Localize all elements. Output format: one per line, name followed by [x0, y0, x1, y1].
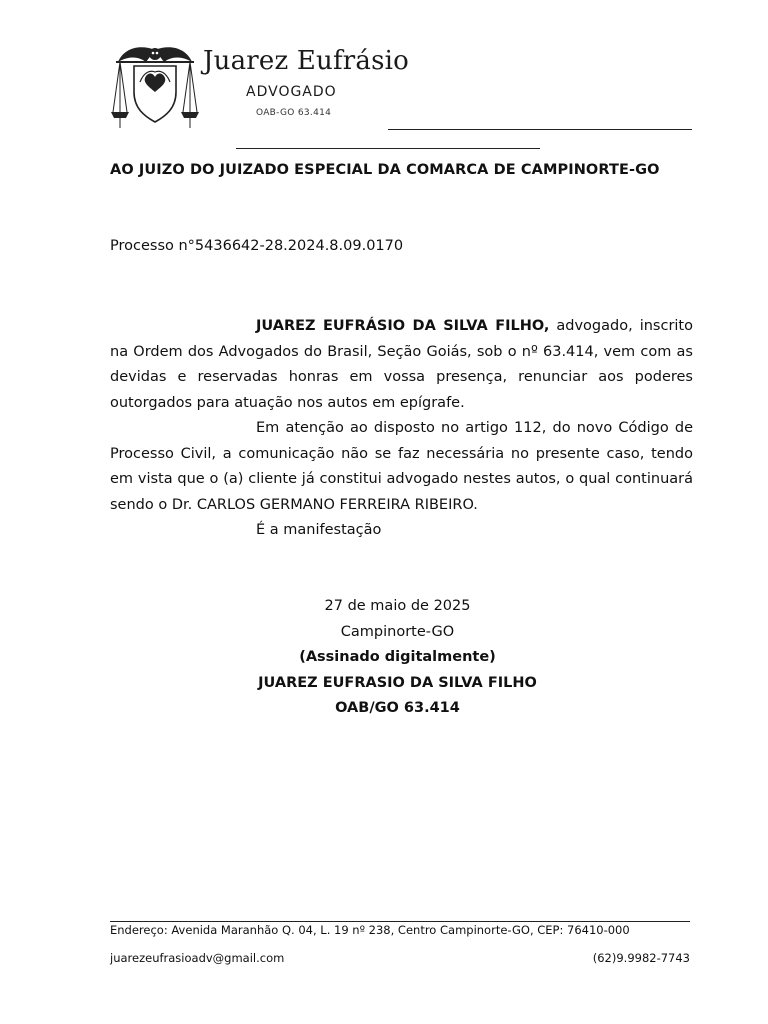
paragraph-1	[110, 314, 693, 416]
letterhead-rule-top	[388, 129, 692, 130]
process-number: Processo n°5436642-28.2024.8.09.0170	[110, 238, 404, 254]
signature-oab: OAB/GO 63.414	[335, 700, 460, 716]
signature-name: JUAREZ EUFRASIO DA SILVA FILHO	[258, 674, 537, 691]
footer-phone: (62)9.9982-7743	[592, 951, 690, 965]
footer-address: Endereço: Avenida Maranhão Q. 04, L. 19 nº 238, Centro Campinorte-GO, CEP: 76410-000	[110, 923, 630, 937]
paragraph-1-bold: JUAREZ EUFRÁSIO DA SILVA FILHO,	[256, 318, 550, 334]
letterhead-name: Juarez Eufrásio	[203, 46, 410, 76]
signature-date: 27 de maio de 2025	[324, 598, 471, 614]
letterhead-title: ADVOGADO	[246, 84, 337, 100]
footer-rule	[110, 921, 690, 922]
paragraph-1-text: advogado, inscrito na Ordem dos Advogados do Brasil, Seção Goiás, sob o nº 63.414, vem com as devidas e reservadas honras em vossa presença, renunciar aos poderes outorgados para atuação nos autos em epígrafe.	[110, 318, 693, 411]
letterhead-oab: OAB-GO 63.414	[256, 108, 332, 118]
letterhead-rule-bottom	[236, 148, 540, 149]
signature-city: Campinorte-GO	[340, 623, 455, 640]
document-body	[110, 314, 693, 544]
footer-email: juarezeufrasioadv@gmail.com	[110, 951, 285, 965]
signature-block	[110, 594, 685, 722]
document-heading: AO JUIZO DO JUIZADO ESPECIAL DA COMARCA DE CAMPINORTE-GO	[110, 162, 660, 178]
paragraph-2: Em atenção ao disposto no artigo 112, do novo Código de Processo Civil, a comunicação não se faz necessária no presente caso, tendo em vista que o (a) cliente já constitui advogado nestes autos, o qual continuará sendo o Dr. CARLOS GERMANO FERREIRA RIBEIRO.	[110, 420, 693, 513]
signature-signed: (Assinado digitalmente)	[299, 649, 496, 665]
scales-of-justice-crest-icon	[110, 42, 200, 132]
paragraph-3: É a manifestação	[256, 522, 382, 538]
